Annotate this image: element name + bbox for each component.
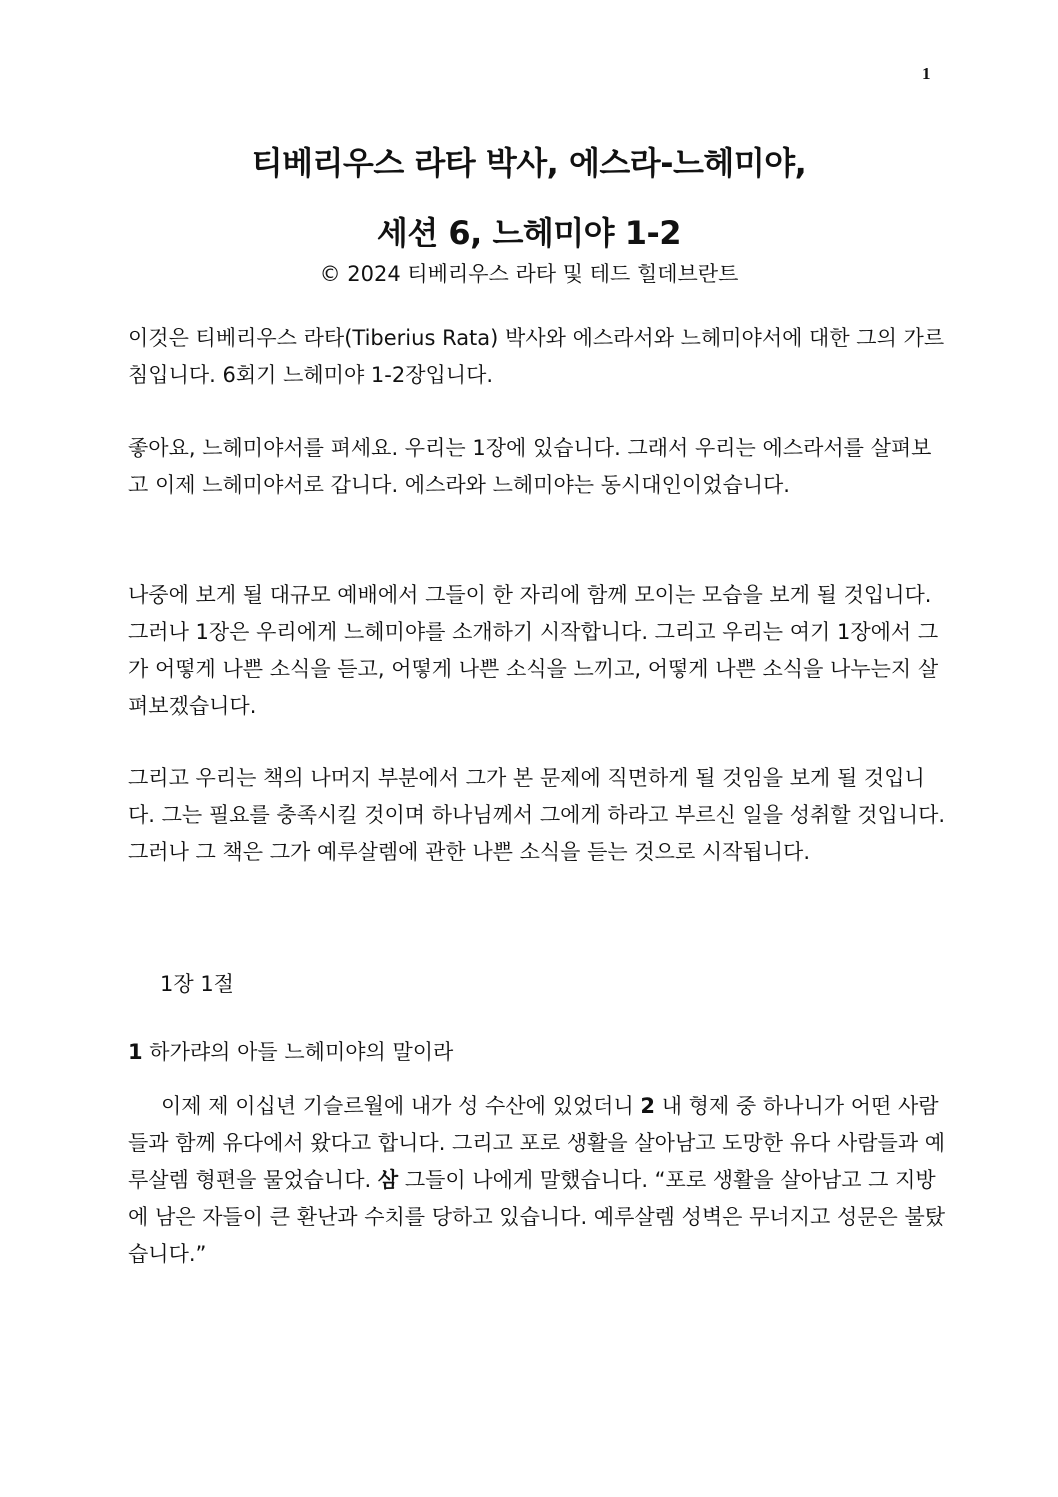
verse-number-1: 1 — [128, 1040, 143, 1064]
document-title-line-1: 티베리우스 라타 박사, 에스라-느헤미야, — [251, 144, 807, 182]
verse-reference: 1장 1절 — [160, 972, 234, 996]
body-paragraph-3: 나중에 보게 될 대규모 예배에서 그들이 한 자리에 함께 모이는 모습을 보게 될 것입니다. 그러나 1장은 우리에게 느헤미야를 소개하기 시작합니다. 그리고 우리는 여기 1장에서 그가 어떻게 나쁜 소식을 듣고, 어떻게 나쁜 소식을 느끼고, 어떻게 나쁜 소식을 나누는지 살펴보겠습니다. — [128, 583, 939, 718]
verse-number-3: 삼 — [377, 1168, 399, 1192]
verse-body-part-3: 그들이 나에게 말했습니다. “포로 생활을 살아남고 그 지방에 남은 자들이 큰 환난과 수치를 당하고 있습니다. 예루살렘 성벽은 무너지고 성문은 불탔습니다.” — [128, 1168, 946, 1266]
verse-body-paragraph — [128, 1088, 948, 1273]
body-paragraph-2: 좋아요, 느헤미야서를 펴세요. 우리는 1장에 있습니다. 그래서 우리는 에스라서를 살펴보고 이제 느헤미야서로 갑니다. 에스라와 느헤미야는 동시대인이었습니다. — [128, 436, 932, 497]
verse-number-2: 2 — [640, 1094, 656, 1118]
copyright-notice: © 2024 티베리우스 라타 및 테드 힐데브란트 — [319, 262, 739, 286]
body-paragraph-4: 그리고 우리는 책의 나머지 부분에서 그가 본 문제에 직면하게 될 것임을 보게 될 것입니다. 그는 필요를 충족시킬 것이며 하나님께서 그에게 하라고 부르신 일을 성취할 것입니다. 그러나 그 책은 그가 예루살렘에 관한 나쁜 소식을 듣는 것으로 시작됩니다. — [128, 766, 946, 864]
verse-body-part-2: 내 형제 중 하나니가 어떤 사람들과 함께 유다에서 왔다고 합니다. 그리고 포로 생활을 살아남고 도망한 유다 사람들과 예루살렘 형편을 물었습니다. — [128, 1094, 946, 1192]
page-number: 1 — [922, 64, 931, 83]
verse-body-part-1: 이제 제 이십년 기슬르월에 내가 성 수산에 있었더니 — [161, 1094, 641, 1118]
verse-heading — [128, 1036, 453, 1066]
document-title-line-2: 세션 6, 느헤미야 1-2 — [376, 214, 682, 252]
verse-heading-text: 하가랴의 아들 느헤미야의 말이라 — [142, 1040, 454, 1064]
intro-paragraph: 이것은 티베리우스 라타(Tiberius Rata) 박사와 에스라서와 느헤미야서에 대한 그의 가르침입니다. 6회기 느헤미야 1-2장입니다. — [128, 326, 945, 387]
